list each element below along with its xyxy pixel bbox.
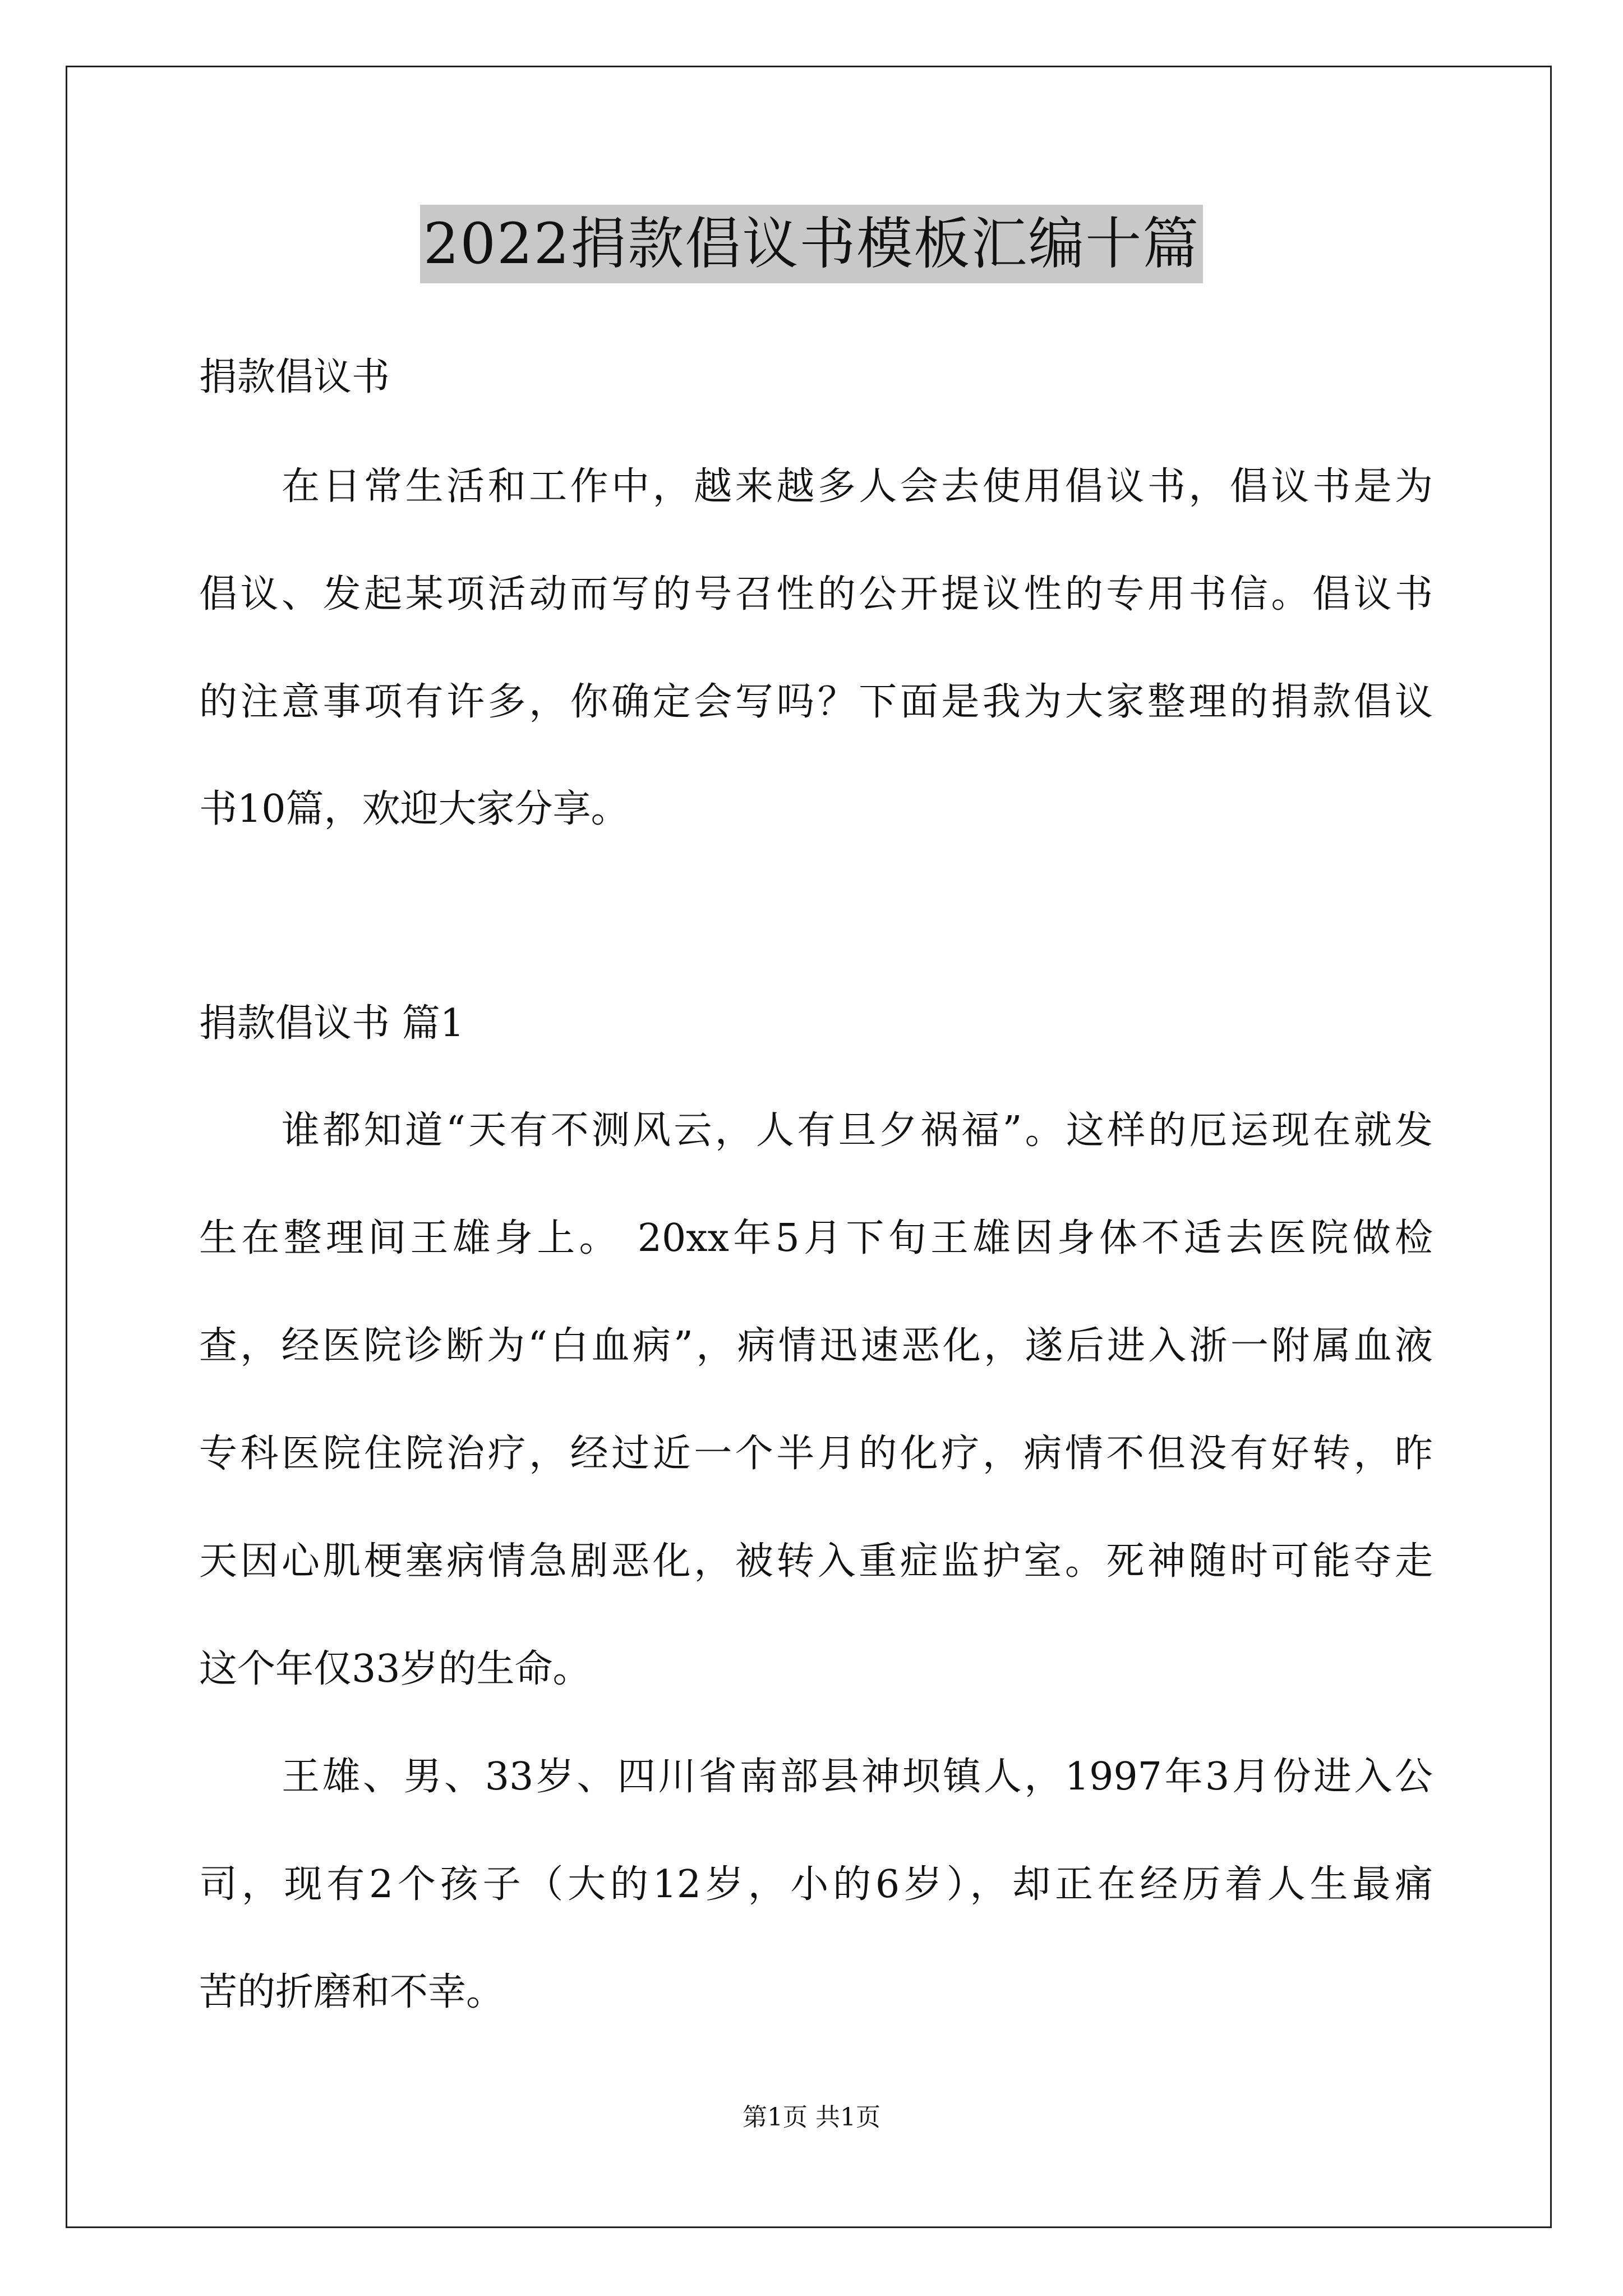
paragraph-line: 这个年仅33岁的生命。 (199, 1647, 591, 1691)
intro-line: 倡议、发起某项活动而写的号召性的公开提议性的专用书信。倡议书 (199, 572, 1433, 616)
section-heading: 捐款倡议书 篇1 (199, 1001, 464, 1046)
paragraph-line: 司，现有2个孩子（大的12岁，小的6岁），却正在经历着人生最痛 (199, 1862, 1433, 1907)
paragraph-line: 王雄、男、33岁、四川省南部县神坝镇人，1997年3月份进入公 (282, 1755, 1433, 1799)
paragraph-line: 生在整理间王雄身上。 20xx年5月下旬王雄因身体不适去医院做检 (199, 1216, 1433, 1260)
paragraph-line: 查，经医院诊断为“白血病”，病情迅速恶化，遂后进入浙一附属血液 (199, 1324, 1433, 1368)
intro-line: 在日常生活和工作中，越来越多人会去使用倡议书，倡议书是为 (282, 464, 1433, 509)
page-footer: 第1页 共1页 (743, 2103, 880, 2132)
intro-line: 的注意事项有许多，你确定会写吗？下面是我为大家整理的捐款倡议 (199, 680, 1433, 724)
document-title: 2022捐款倡议书模板汇编十篇 (420, 205, 1204, 283)
paragraph-line: 谁都知道“天有不测风云，人有旦夕祸福”。这样的厄运现在就发 (282, 1108, 1433, 1153)
intro-heading: 捐款倡议书 (199, 355, 390, 399)
paragraph-line: 专科医院住院治疗，经过近一个半月的化疗，病情不但没有好转，昨 (199, 1432, 1433, 1476)
paragraph-line: 天因心肌梗塞病情急剧恶化，被转入重症监护室。死神随时可能夺走 (199, 1539, 1433, 1584)
intro-line: 书10篇，欢迎大家分享。 (199, 787, 629, 831)
title-wrap (0, 205, 1623, 283)
paragraph-line: 苦的折磨和不幸。 (199, 1970, 505, 2014)
